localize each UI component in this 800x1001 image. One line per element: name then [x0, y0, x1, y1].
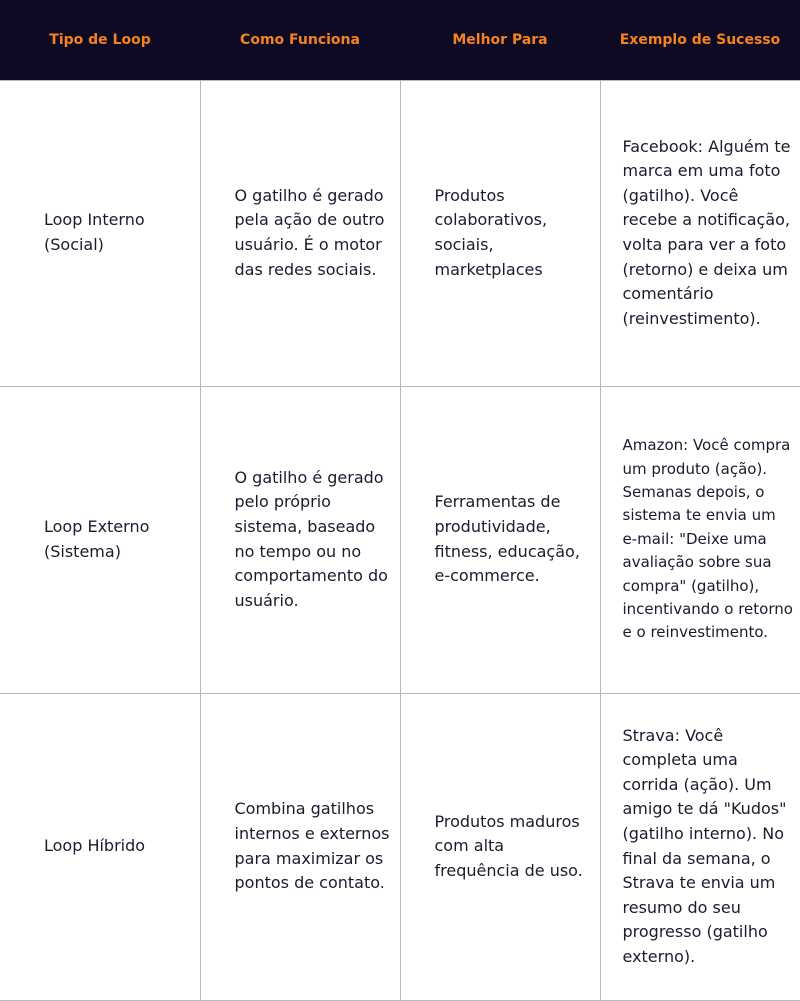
cell-exemplo: Strava: Você completa uma corrida (ação). Um amigo te dá "Kudos" (gatilho interno). No final da semana, o Strava te envia um resumo do seu progresso (gatilho externo).: [600, 693, 800, 1000]
table-body: [0, 80, 800, 1000]
table-row: [0, 80, 800, 386]
table-row: [0, 386, 800, 693]
header-exemplo-de-sucesso: Exemplo de Sucesso: [619, 31, 781, 48]
table-header: [0, 0, 800, 80]
cell-como-funciona: O gatilho é gerado pela ação de outro usuário. É o motor das redes sociais.: [200, 80, 400, 386]
header-como-funciona: Como Funciona: [240, 31, 360, 48]
cell-exemplo: Amazon: Você compra um produto (ação). Semanas depois, o sistema te envia um e-mail: "Deixe uma avaliação sobre sua compra" (gatilho), incentivando o retorno e o reinvestimento.: [600, 386, 800, 693]
header-row: [0, 0, 800, 80]
header-melhor-para: Melhor Para: [452, 31, 548, 48]
cell-melhor-para: Ferramentas de produtividade, fitness, educação, e-commerce.: [400, 386, 600, 693]
cell-tipo: Loop Externo (Sistema): [0, 386, 200, 693]
cell-tipo: Loop Híbrido: [0, 693, 200, 1000]
cell-melhor-para: Produtos maduros com alta frequência de uso.: [400, 693, 600, 1000]
cell-como-funciona: Combina gatilhos internos e externos para maximizar os pontos de contato.: [200, 693, 400, 1000]
cell-melhor-para: Produtos colaborativos, sociais, marketplaces: [400, 80, 600, 386]
cell-exemplo: Facebook: Alguém te marca em uma foto (gatilho). Você recebe a notificação, volta para ver a foto (retorno) e deixa um comentário (reinvestimento).: [600, 80, 800, 386]
table-row: [0, 693, 800, 1000]
header-tipo-de-loop: Tipo de Loop: [49, 31, 151, 48]
cell-tipo: Loop Interno (Social): [0, 80, 200, 386]
cell-como-funciona: O gatilho é gerado pelo próprio sistema, baseado no tempo ou no comportamento do usuário.: [200, 386, 400, 693]
